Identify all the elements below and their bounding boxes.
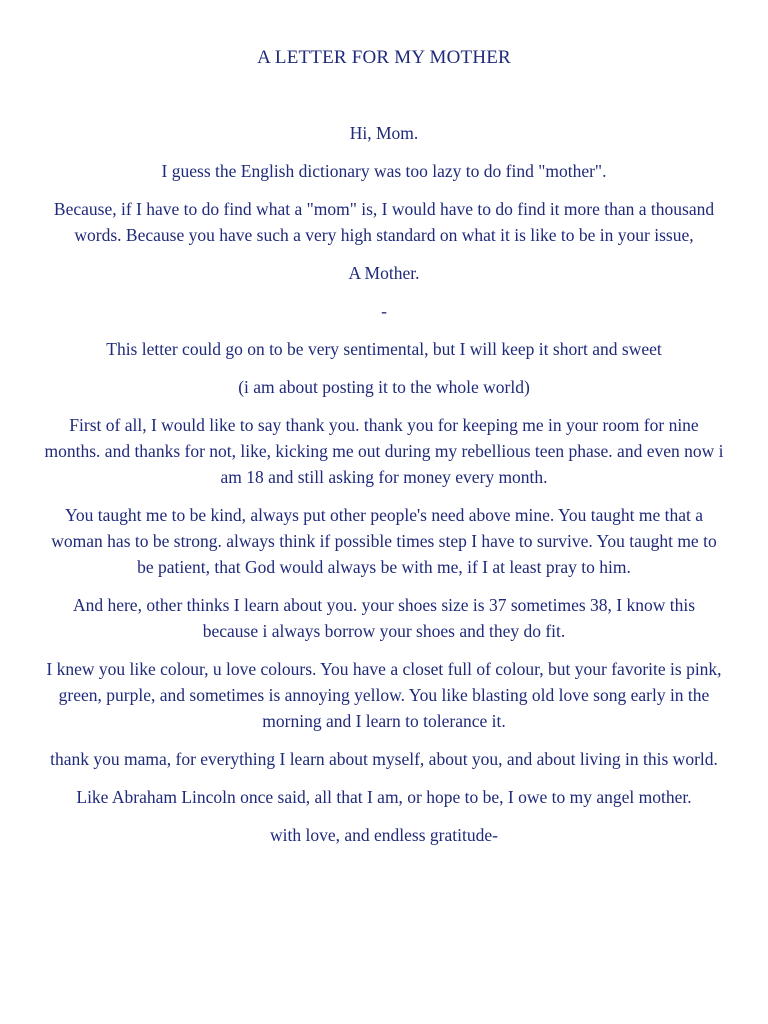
letter-body bbox=[44, 120, 724, 860]
paragraph-sentimental: This letter could go on to be very sentimental, but I will keep it short and sweet bbox=[106, 339, 662, 359]
paragraph-divider: - bbox=[381, 301, 387, 321]
paragraph-definition: Because, if I have to do find what a "mom" is, I would have to do find it more than a thousand words. Because you have such a very high standard on what it is like to be in your issue, bbox=[53, 199, 715, 245]
paragraph-thank-you-mama: thank you mama, for everything I learn about myself, about you, and about living in this world. bbox=[50, 749, 718, 769]
paragraph-taught-me: You taught me to be kind, always put other people's need above mine. You taught me that a woman has to be strong. always think if possible times step I have to survive. You taught me to be patient, that God would always be with me, if I at least pray to him. bbox=[51, 505, 717, 577]
paragraph-lincoln-quote: Like Abraham Lincoln once said, all that I am, or hope to be, I owe to my angel mother. bbox=[76, 787, 692, 807]
document-title: A LETTER FOR MY MOTHER bbox=[257, 47, 511, 68]
paragraph-shoes: And here, other thinks I learn about you. your shoes size is 37 sometimes 38, I know this because i always borrow your shoes and they do fit. bbox=[72, 595, 696, 641]
paragraph-sign-off: with love, and endless gratitude- bbox=[270, 825, 498, 845]
paragraph-colours: I knew you like colour, u love colours. You have a closet full of colour, but your favorite is pink, green, purple, and sometimes is annoying yellow. You like blasting old love song early in the morning and I learn to tolerance it. bbox=[46, 659, 722, 731]
paragraph-posting: (i am about posting it to the whole world) bbox=[238, 377, 530, 397]
paragraph-a-mother: A Mother. bbox=[348, 263, 420, 283]
paragraph-greeting: Hi, Mom. bbox=[349, 123, 419, 143]
paragraph-thank-you: First of all, I would like to say thank you. thank you for keeping me in your room for nine months. and thanks for not, like, kicking me out during my rebellious teen phase. and even now i am 18 and still asking for money every month. bbox=[44, 415, 724, 487]
paragraph-dictionary: I guess the English dictionary was too lazy to do find "mother". bbox=[161, 161, 607, 181]
